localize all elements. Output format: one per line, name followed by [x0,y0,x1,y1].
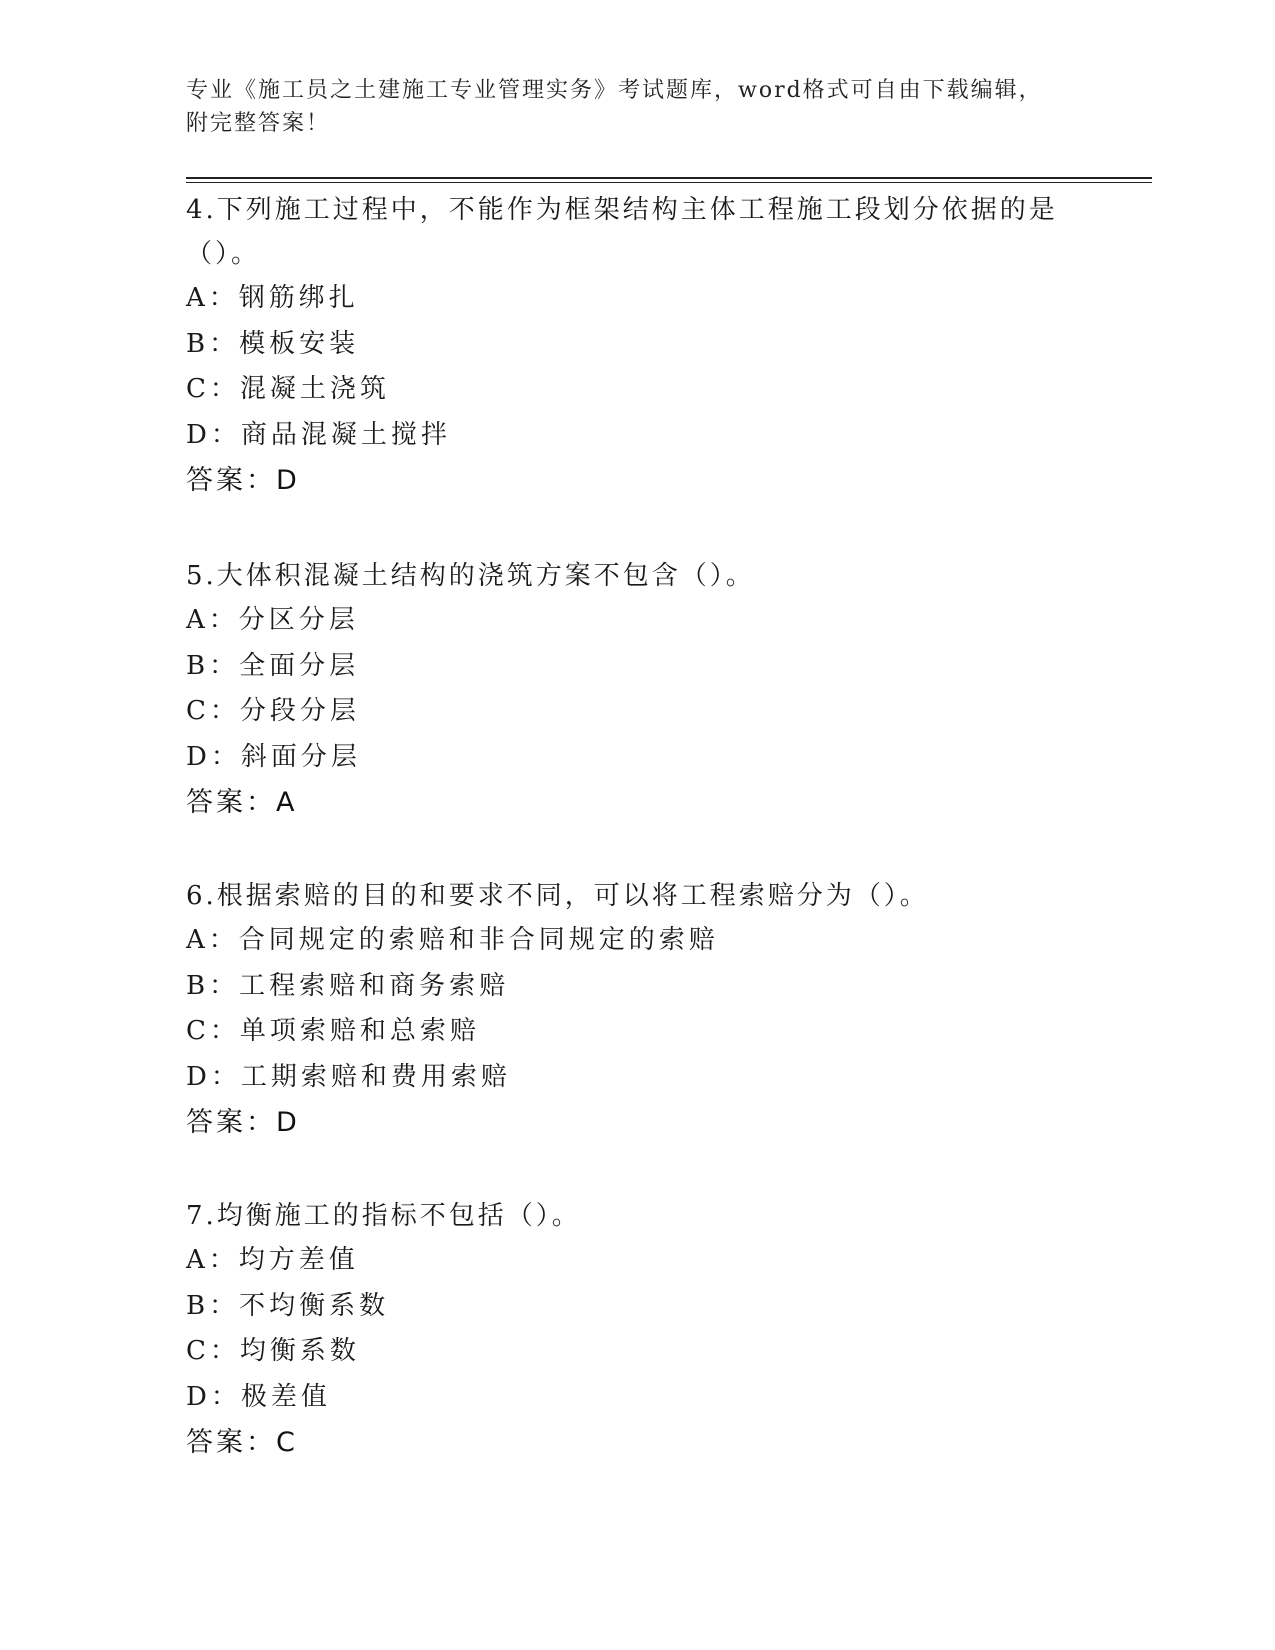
option-b: B：模板安装 [186,328,360,359]
question-stem: 5.大体积混凝土结构的浇筑方案不包含（）。 [186,561,755,591]
header-divider [186,177,1152,183]
option-c: C：单项索赔和总索赔 [186,1016,480,1046]
question-stem: 6.根据索赔的目的和要求不同，可以将工程索赔分为（）。 [186,881,929,911]
header-line-2: 附完整答案！ [186,111,331,136]
question-stem: 7.均衡施工的指标不包括（）。 [186,1201,581,1231]
option-d: D：工期索赔和费用索赔 [186,1061,511,1092]
option-c: C：分段分层 [186,696,360,726]
option-a: A：钢筋绑扎 [186,283,359,313]
document-header [186,74,1086,140]
header-line-1: 专业《施工员之土建施工专业管理实务》考试题库，word格式可自由下载编辑， [186,78,1043,103]
answer-label: 答案：A [186,787,298,818]
answer-label: 答案：D [186,1107,300,1138]
option-d: D：极差值 [186,1381,331,1412]
question-6 [186,874,1146,1146]
option-b: B：全面分层 [186,650,360,681]
option-b: B：工程索赔和商务索赔 [186,970,510,1001]
option-c: C：均衡系数 [186,1336,360,1366]
question-5 [186,554,1146,826]
option-a: A：均方差值 [186,1245,359,1275]
option-b: B：不均衡系数 [186,1290,390,1321]
answer-label: 答案：C [186,1427,298,1458]
option-a: A：分区分层 [186,605,359,635]
option-d: D：斜面分层 [186,741,361,772]
option-c: C：混凝土浇筑 [186,374,390,404]
question-7 [186,1194,1146,1466]
question-stem-continued: （）。 [186,239,261,269]
question-4 [186,188,1146,504]
option-a: A：合同规定的索赔和非合同规定的索赔 [186,925,719,955]
option-d: D：商品混凝土搅拌 [186,419,451,450]
answer-label: 答案：D [186,465,300,496]
question-stem: 4.下列施工过程中，不能作为框架结构主体工程施工段划分依据的是 [186,195,1058,225]
